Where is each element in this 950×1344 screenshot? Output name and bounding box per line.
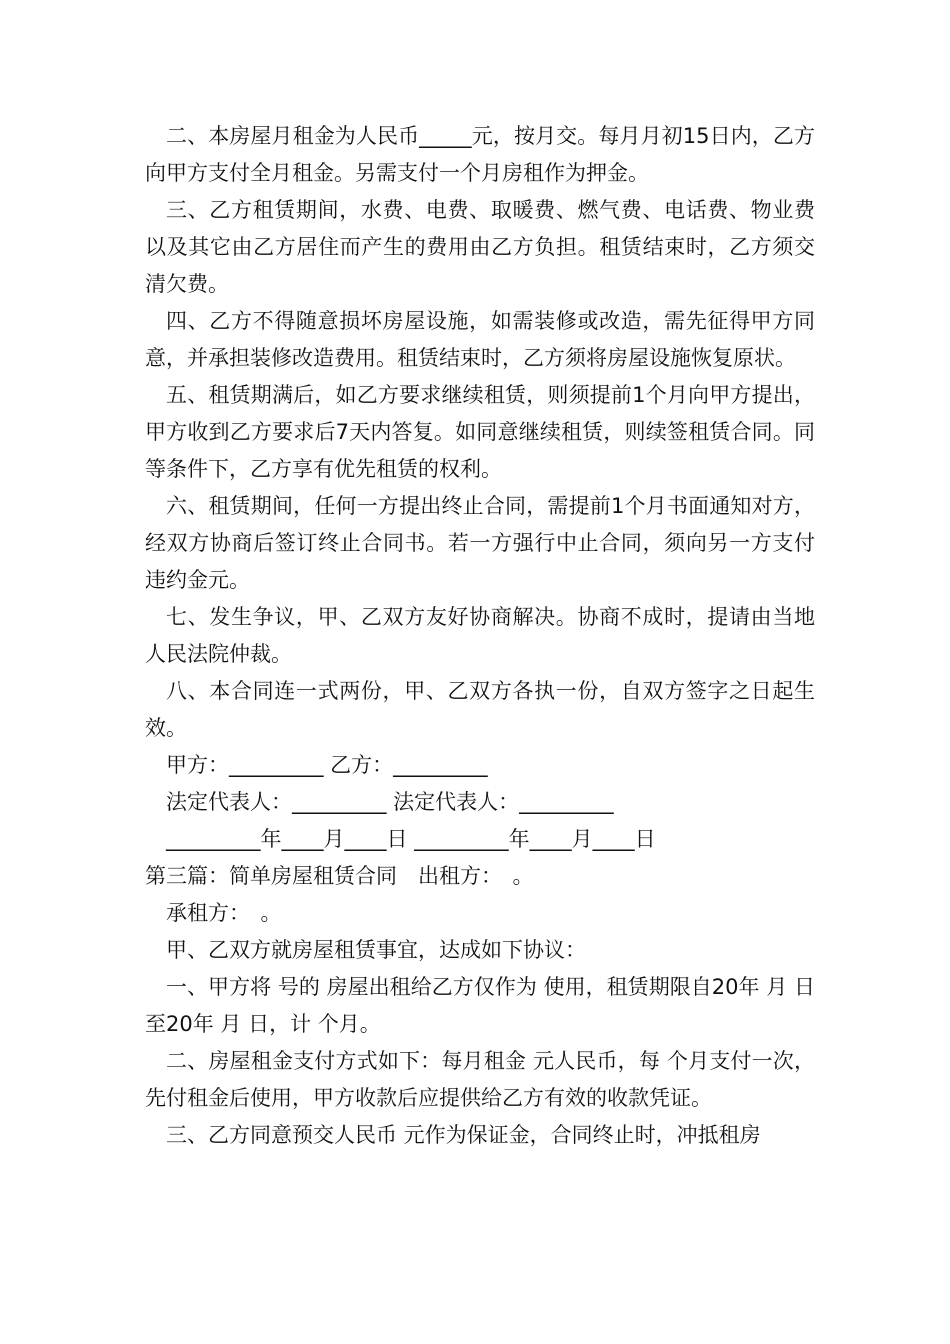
part3-clause-2: 二、房屋租金支付方式如下：每月租金 元人民币，每 个月支付一次，先付租金后使用，甲方收款后应提供给乙方有效的收款凭证。	[145, 1049, 815, 1110]
clause-8-effect: 八、本合同连一式两份，甲、乙双方各执一份，自双方签字之日起生效。	[145, 679, 815, 740]
clause-3-utilities: 三、乙方租赁期间，水费、电费、取暖费、燃气费、电话费、物业费以及其它由乙方居住而产生的费用由乙方负担。租赁结束时，乙方须交清欠费。	[145, 198, 815, 296]
lessee-line: 承租方： 。	[166, 901, 282, 925]
part3-clause-1: 一、甲方将 号的 房屋出租给乙方仅作为 使用，租赁期限自20年 月 日至20年 月 日，计 个月。	[145, 975, 815, 1036]
document-body	[145, 118, 815, 1154]
clause-7-dispute: 七、发生争议，甲、乙双方友好协商解决。协商不成时，提请由当地人民法院仲裁。	[145, 605, 815, 666]
agreement-intro: 甲、乙双方就房屋租赁事宜，达成如下协议：	[166, 938, 586, 962]
signature-representatives: 法定代表人：_________ 法定代表人：_________	[166, 790, 614, 814]
clause-4-facilities: 四、乙方不得随意损坏房屋设施，如需装修或改造，需先征得甲方同意，并承担装修改造费用。租赁结束时，乙方须将房屋设施恢复原状。	[145, 309, 815, 370]
clause-6-termination: 六、租赁期间，任何一方提出终止合同，需提前1个月书面通知对方，经双方协商后签订终止合同书。若一方强行中止合同，须向另一方支付违约金元。	[145, 494, 815, 592]
clause-2-rent: 二、本房屋月租金为人民币_____元，按月交。每月月初15日内，乙方向甲方支付全月租金。另需支付一个月房租作为押金。	[145, 124, 815, 185]
signature-dates: _________年____月____日 _________年____月____日	[166, 827, 656, 851]
section-heading: 第三篇：简单房屋租赁合同 出租方： 。	[145, 864, 534, 888]
signature-parties: 甲方：_________ 乙方：_________	[166, 753, 488, 777]
clause-5-renewal: 五、租赁期满后，如乙方要求继续租赁，则须提前1个月向甲方提出，甲方收到乙方要求后7天内答复。如同意继续租赁，则续签租赁合同。同等条件下，乙方享有优先租赁的权利。	[145, 383, 815, 481]
part3-clause-3: 三、乙方同意预交人民币 元作为保证金，合同终止时，冲抵租房	[166, 1123, 761, 1147]
